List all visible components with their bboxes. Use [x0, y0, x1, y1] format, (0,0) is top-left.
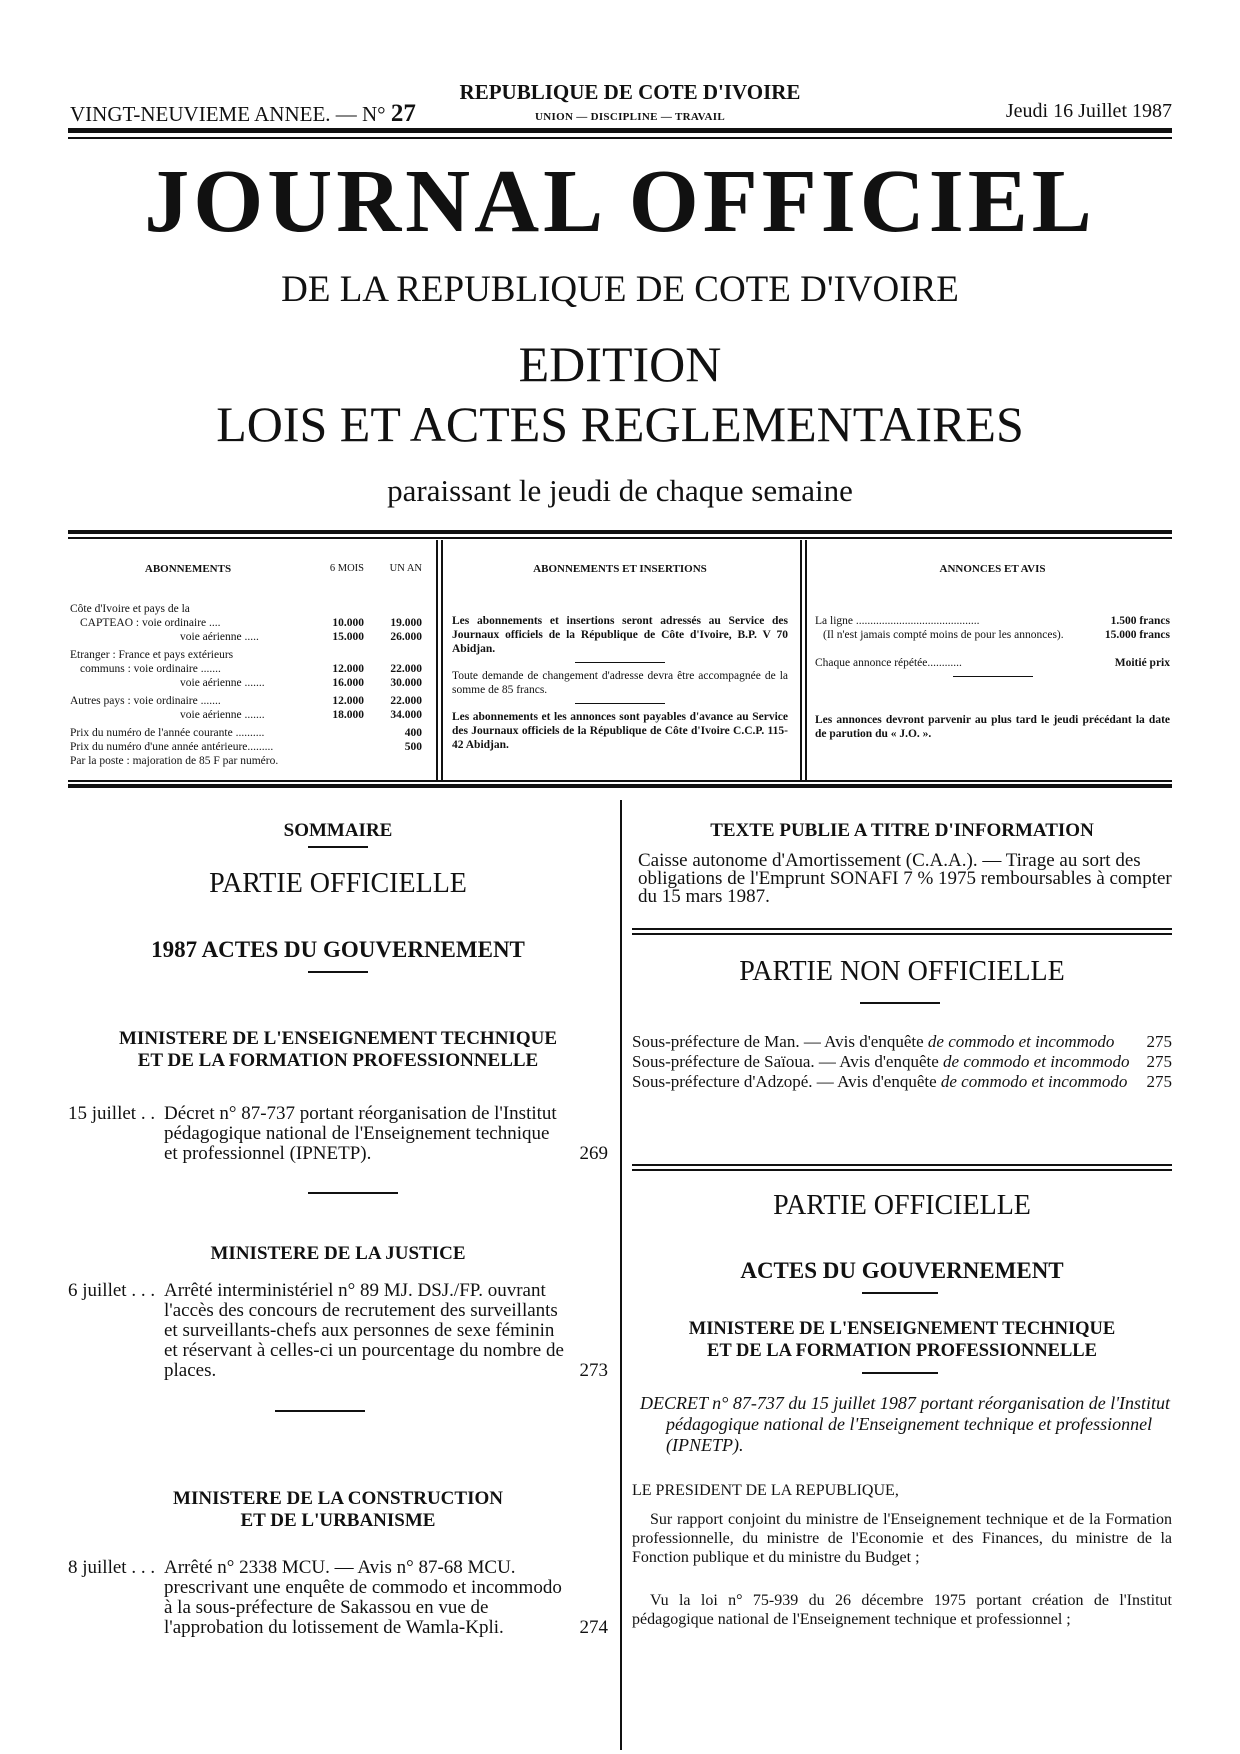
annonce-entry: [632, 1072, 1172, 1092]
box-bottom-rule-thin: [68, 780, 1172, 782]
repetee-label: Chaque annonce répétée............: [815, 657, 962, 669]
visa-paragraph-2: Vu la loi n° 75-939 du 26 décembre 1975 portant création de l'Institut pédagogique national de l'Enseignement technique et professionnel ;: [632, 1592, 1172, 1628]
box-divider-2: [800, 540, 802, 780]
annonce-text: Sous-préfecture d'Adzopé. — Avis d'enquête: [632, 1072, 941, 1091]
abonnement-label: voie aérienne .......: [180, 677, 265, 689]
texte-information-body: Caisse autonome d'Amortissement (C.A.A.). — Tirage au sort des obligations de l'Emprunt SONAFI 7 % 1975 remboursables à compter du 15 mars 1987.: [638, 850, 1172, 907]
non-officielle-list: [632, 1032, 1172, 1092]
abonnement-label: voie aérienne .....: [180, 631, 259, 643]
ministry-line-1: MINISTERE DE L'ENSEIGNEMENT TECHNIQUE: [119, 1028, 557, 1049]
price-un-an: [364, 754, 422, 768]
abonnement-row: [70, 740, 422, 754]
publication-frequency: paraissant le jeudi de chaque semaine: [387, 473, 853, 508]
annonce-page: 275: [1146, 1032, 1172, 1051]
rule-b: [632, 933, 1172, 935]
abonnement-row: [70, 602, 422, 616]
box-divider-1: [436, 540, 438, 780]
abonnement-label: CAPTEAO : voie ordinaire ....: [80, 617, 221, 629]
abonnement-label: Prix du numéro de l'année courante ..........: [70, 727, 265, 739]
ligne-label: La ligne ...........................................: [815, 615, 980, 627]
sommaire-entry: [68, 1558, 608, 1638]
journal-subtitle: DE LA REPUBLIQUE DE COTE D'IVOIRE: [281, 269, 959, 310]
annonce-entry: [632, 1032, 1172, 1052]
insertions-rule-2: [575, 703, 665, 704]
header-rule-thin: [68, 137, 1172, 139]
non-officielle-rule: [860, 1002, 940, 1004]
republic-name: REPUBLIQUE DE COTE D'IVOIRE: [459, 80, 801, 104]
price-6mois: 16.000: [332, 677, 364, 689]
actes-rule: [308, 971, 368, 973]
col-un-an: UN AN: [389, 563, 422, 574]
abonnement-label: Par la poste : majoration de 85 F par numéro.: [70, 755, 279, 767]
price-6mois: [306, 740, 364, 754]
price-un-an: 400: [404, 727, 422, 739]
actes-gouvernement-heading: 1987 ACTES DU GOUVERNEMENT: [151, 937, 525, 962]
actes-heading-right: ACTES DU GOUVERNEMENT: [740, 1258, 1064, 1283]
abonnement-row: [70, 694, 422, 708]
entry-text: Décret n° 87-737 portant réorganisation de l'Institut pédagogique national de l'Enseignement technique et professionnel (IPNETP).: [164, 1103, 557, 1164]
visa-paragraph-1: Sur rapport conjoint du ministre de l'Enseignement technique et de la Formation professionnelle, du ministre de l'Economie et des Finances, du ministre de la Fonction publique et du ministre du Budget ;: [632, 1511, 1172, 1566]
entry-page: 274: [579, 1617, 608, 1638]
box-divider-1b: [441, 540, 443, 780]
ligne-price: 1.500 francs: [1110, 615, 1170, 627]
president-line: LE PRESIDENT DE LA REPUBLIQUE,: [632, 1482, 899, 1499]
ministry-line-1: MINISTERE DE L'ENSEIGNEMENT TECHNIQUE: [688, 1319, 1116, 1339]
price-un-an: 34.000: [390, 709, 422, 721]
issue-number: 27: [390, 100, 416, 127]
entry-page: 269: [579, 1143, 608, 1164]
annonces-heading: ANNONCES ET AVIS: [939, 563, 1046, 575]
price-un-an: 500: [404, 741, 422, 753]
annonce-page: 275: [1146, 1052, 1172, 1071]
price-6mois: 12.000: [332, 695, 364, 707]
rule-c: [632, 1164, 1172, 1166]
price-6mois: 10.000: [332, 617, 364, 629]
ministry-line-1: MINISTERE DE LA CONSTRUCTION: [173, 1488, 503, 1509]
insertions-column: [452, 562, 788, 752]
price-un-an: 22.000: [390, 695, 422, 707]
abonnement-label: communs : voie ordinaire .......: [80, 663, 221, 675]
price-un-an: 26.000: [390, 631, 422, 643]
year-issue-text: VINGT-NEUVIEME ANNEE. — N°: [70, 102, 386, 126]
issue-line: [70, 100, 416, 128]
abonnements-heading: ABONNEMENTS: [144, 563, 232, 575]
abonnement-row: [70, 676, 422, 690]
price-un-an: 30.000: [390, 677, 422, 689]
price-un-an: [364, 648, 422, 662]
ministry-line-2: ET DE LA FORMATION PROFESSIONNELLE: [137, 1050, 539, 1071]
repetee-price: Moitié prix: [1114, 657, 1170, 669]
ministry-heading-right: [632, 1318, 1172, 1362]
entry-date: 8 juillet . . .: [68, 1557, 156, 1578]
ministry-line-2: ET DE L'URBANISME: [240, 1510, 436, 1531]
sommaire-entry: [68, 1104, 608, 1164]
section-rule: [275, 1410, 365, 1412]
ministry-heading-enseignement: [68, 1028, 608, 1072]
partie-officielle-heading: PARTIE OFFICIELLE: [209, 868, 467, 899]
issue-date: Jeudi 16 Juillet 1987: [1005, 100, 1172, 122]
annonce-italic: de commodo et incommodo: [940, 1072, 1128, 1091]
abonnement-label: Côte d'Ivoire et pays de la: [70, 603, 190, 615]
abonnement-row: [70, 726, 422, 740]
ministry-line-2: ET DE LA FORMATION PROFESSIONNELLE: [707, 1341, 1097, 1361]
insertions-payment: Les abonnements et les annonces sont payables d'avance au Service des Journaux officiels de la République de Côte d'Ivoire C.C.P. 115-42 Abidjan.: [452, 711, 788, 751]
entry-date: 15 juillet . .: [68, 1103, 156, 1124]
price-6mois: [306, 726, 364, 740]
insertions-change-address: Toute demande de changement d'adresse devra être accompagnée de la somme de 85 francs.: [452, 670, 788, 696]
entry-page: 273: [579, 1360, 608, 1381]
entry-text: Arrêté interministériel n° 89 MJ. DSJ./FP. ouvrant l'accès des concours de recrutement des surveillants et surveillants-chefs aux personnes de sexe féminin et réservant à celles-ci un pourcentage du nombre de places.: [164, 1280, 564, 1381]
price-6mois: 15.000: [332, 631, 364, 643]
abonnement-label: Autres pays : voie ordinaire .......: [70, 695, 221, 707]
price-un-an: 22.000: [390, 663, 422, 675]
annonces-column: [815, 562, 1170, 741]
annonce-italic: de commodo et incommodo: [927, 1032, 1115, 1051]
entry-text: Arrêté n° 2338 MCU. — Avis n° 87-68 MCU. prescrivant une enquête de commodo et incommodo à la sous-préfecture de Sakassou en vue de l'approbation du lotissement de Wamla-Kpli.: [164, 1557, 562, 1638]
insertions-address: Les abonnements et insertions seront adressés au Service des Journaux officiels de la République de Côte d'Ivoire, B.P. V 70 Abidjan.: [452, 615, 788, 655]
republic-header: [420, 80, 840, 123]
abonnement-label: Prix du numéro d'une année antérieure.........: [70, 741, 274, 753]
national-motto: UNION — DISCIPLINE — TRAVAIL: [535, 111, 725, 123]
price-6mois: 18.000: [332, 709, 364, 721]
decret-title: DECRET n° 87-737 du 15 juillet 1987 portant réorganisation de l'Institut pédagogique national de l'Enseignement technique et professionnel (IPNETP).: [640, 1393, 1171, 1455]
annonces-delai: Les annonces devront parvenir au plus tard le jeudi précédant la date de parution du « J.O. ».: [815, 714, 1170, 740]
col-6mois: 6 MOIS: [329, 563, 364, 574]
section-rule: [308, 1192, 398, 1194]
header-rule-thick: [68, 128, 1172, 133]
column-divider: [620, 800, 622, 1750]
abonnement-row: [70, 708, 422, 722]
texte-information-heading: TEXTE PUBLIE A TITRE D'INFORMATION: [710, 820, 1094, 841]
abonnements-column: [70, 562, 422, 768]
actes-rule-right: [862, 1292, 938, 1294]
box-top-rule: [68, 530, 1172, 534]
partie-officielle-heading-right: PARTIE OFFICIELLE: [773, 1190, 1031, 1221]
rule-d: [632, 1169, 1172, 1171]
ministry-heading-construction: [68, 1488, 608, 1532]
price-6mois: [306, 602, 364, 616]
entry-date: 6 juillet . . .: [68, 1280, 156, 1301]
abonnement-label: voie aérienne .......: [180, 709, 265, 721]
abonnements-table: [70, 602, 422, 768]
price-un-an: [364, 602, 422, 616]
abonnement-row: [70, 648, 422, 662]
abonnement-row: [70, 662, 422, 676]
box-divider-2b: [805, 540, 807, 780]
ligne-min: 15.000 francs: [1104, 629, 1170, 641]
rule-a: [632, 928, 1172, 930]
insertions-rule: [575, 662, 665, 663]
ligne-note: (Il n'est jamais compté moins de pour les annonces).: [823, 629, 1064, 641]
annonce-text: Sous-préfecture de Man. — Avis d'enquête: [632, 1032, 928, 1051]
annonces-rule: [953, 676, 1033, 677]
abonnement-row: [70, 630, 422, 644]
abonnement-row: [70, 754, 422, 768]
price-6mois: 12.000: [332, 663, 364, 675]
annonce-italic: de commodo et incommodo: [943, 1052, 1130, 1071]
abonnement-label: Etranger : France et pays extérieurs: [70, 649, 234, 661]
ministry-rule-right: [862, 1372, 938, 1374]
annonce-page: 275: [1146, 1072, 1172, 1091]
annonce-text: Sous-préfecture de Saïoua. — Avis d'enquête: [632, 1052, 944, 1071]
insertions-heading: ABONNEMENTS ET INSERTIONS: [533, 563, 707, 575]
sommaire-heading: SOMMAIRE: [283, 820, 393, 841]
ministry-line-1: MINISTERE DE LA JUSTICE: [210, 1243, 466, 1264]
ministry-heading-justice: [68, 1243, 608, 1265]
sommaire-entry: [68, 1281, 608, 1381]
box-top-rule-thin: [68, 537, 1172, 539]
edition-name: LOIS ET ACTES REGLEMENTAIRES: [216, 396, 1024, 452]
partie-non-officielle-heading: PARTIE NON OFFICIELLE: [739, 956, 1065, 987]
journal-title: JOURNAL OFFICIEL: [144, 152, 1096, 251]
price-6mois: [306, 648, 364, 662]
price-un-an: 19.000: [390, 617, 422, 629]
price-6mois: [306, 754, 364, 768]
edition-label: EDITION: [518, 336, 722, 392]
annonce-entry: [632, 1052, 1172, 1072]
sommaire-rule: [308, 846, 368, 848]
box-bottom-rule: [68, 784, 1172, 788]
abonnement-row: [70, 616, 422, 630]
